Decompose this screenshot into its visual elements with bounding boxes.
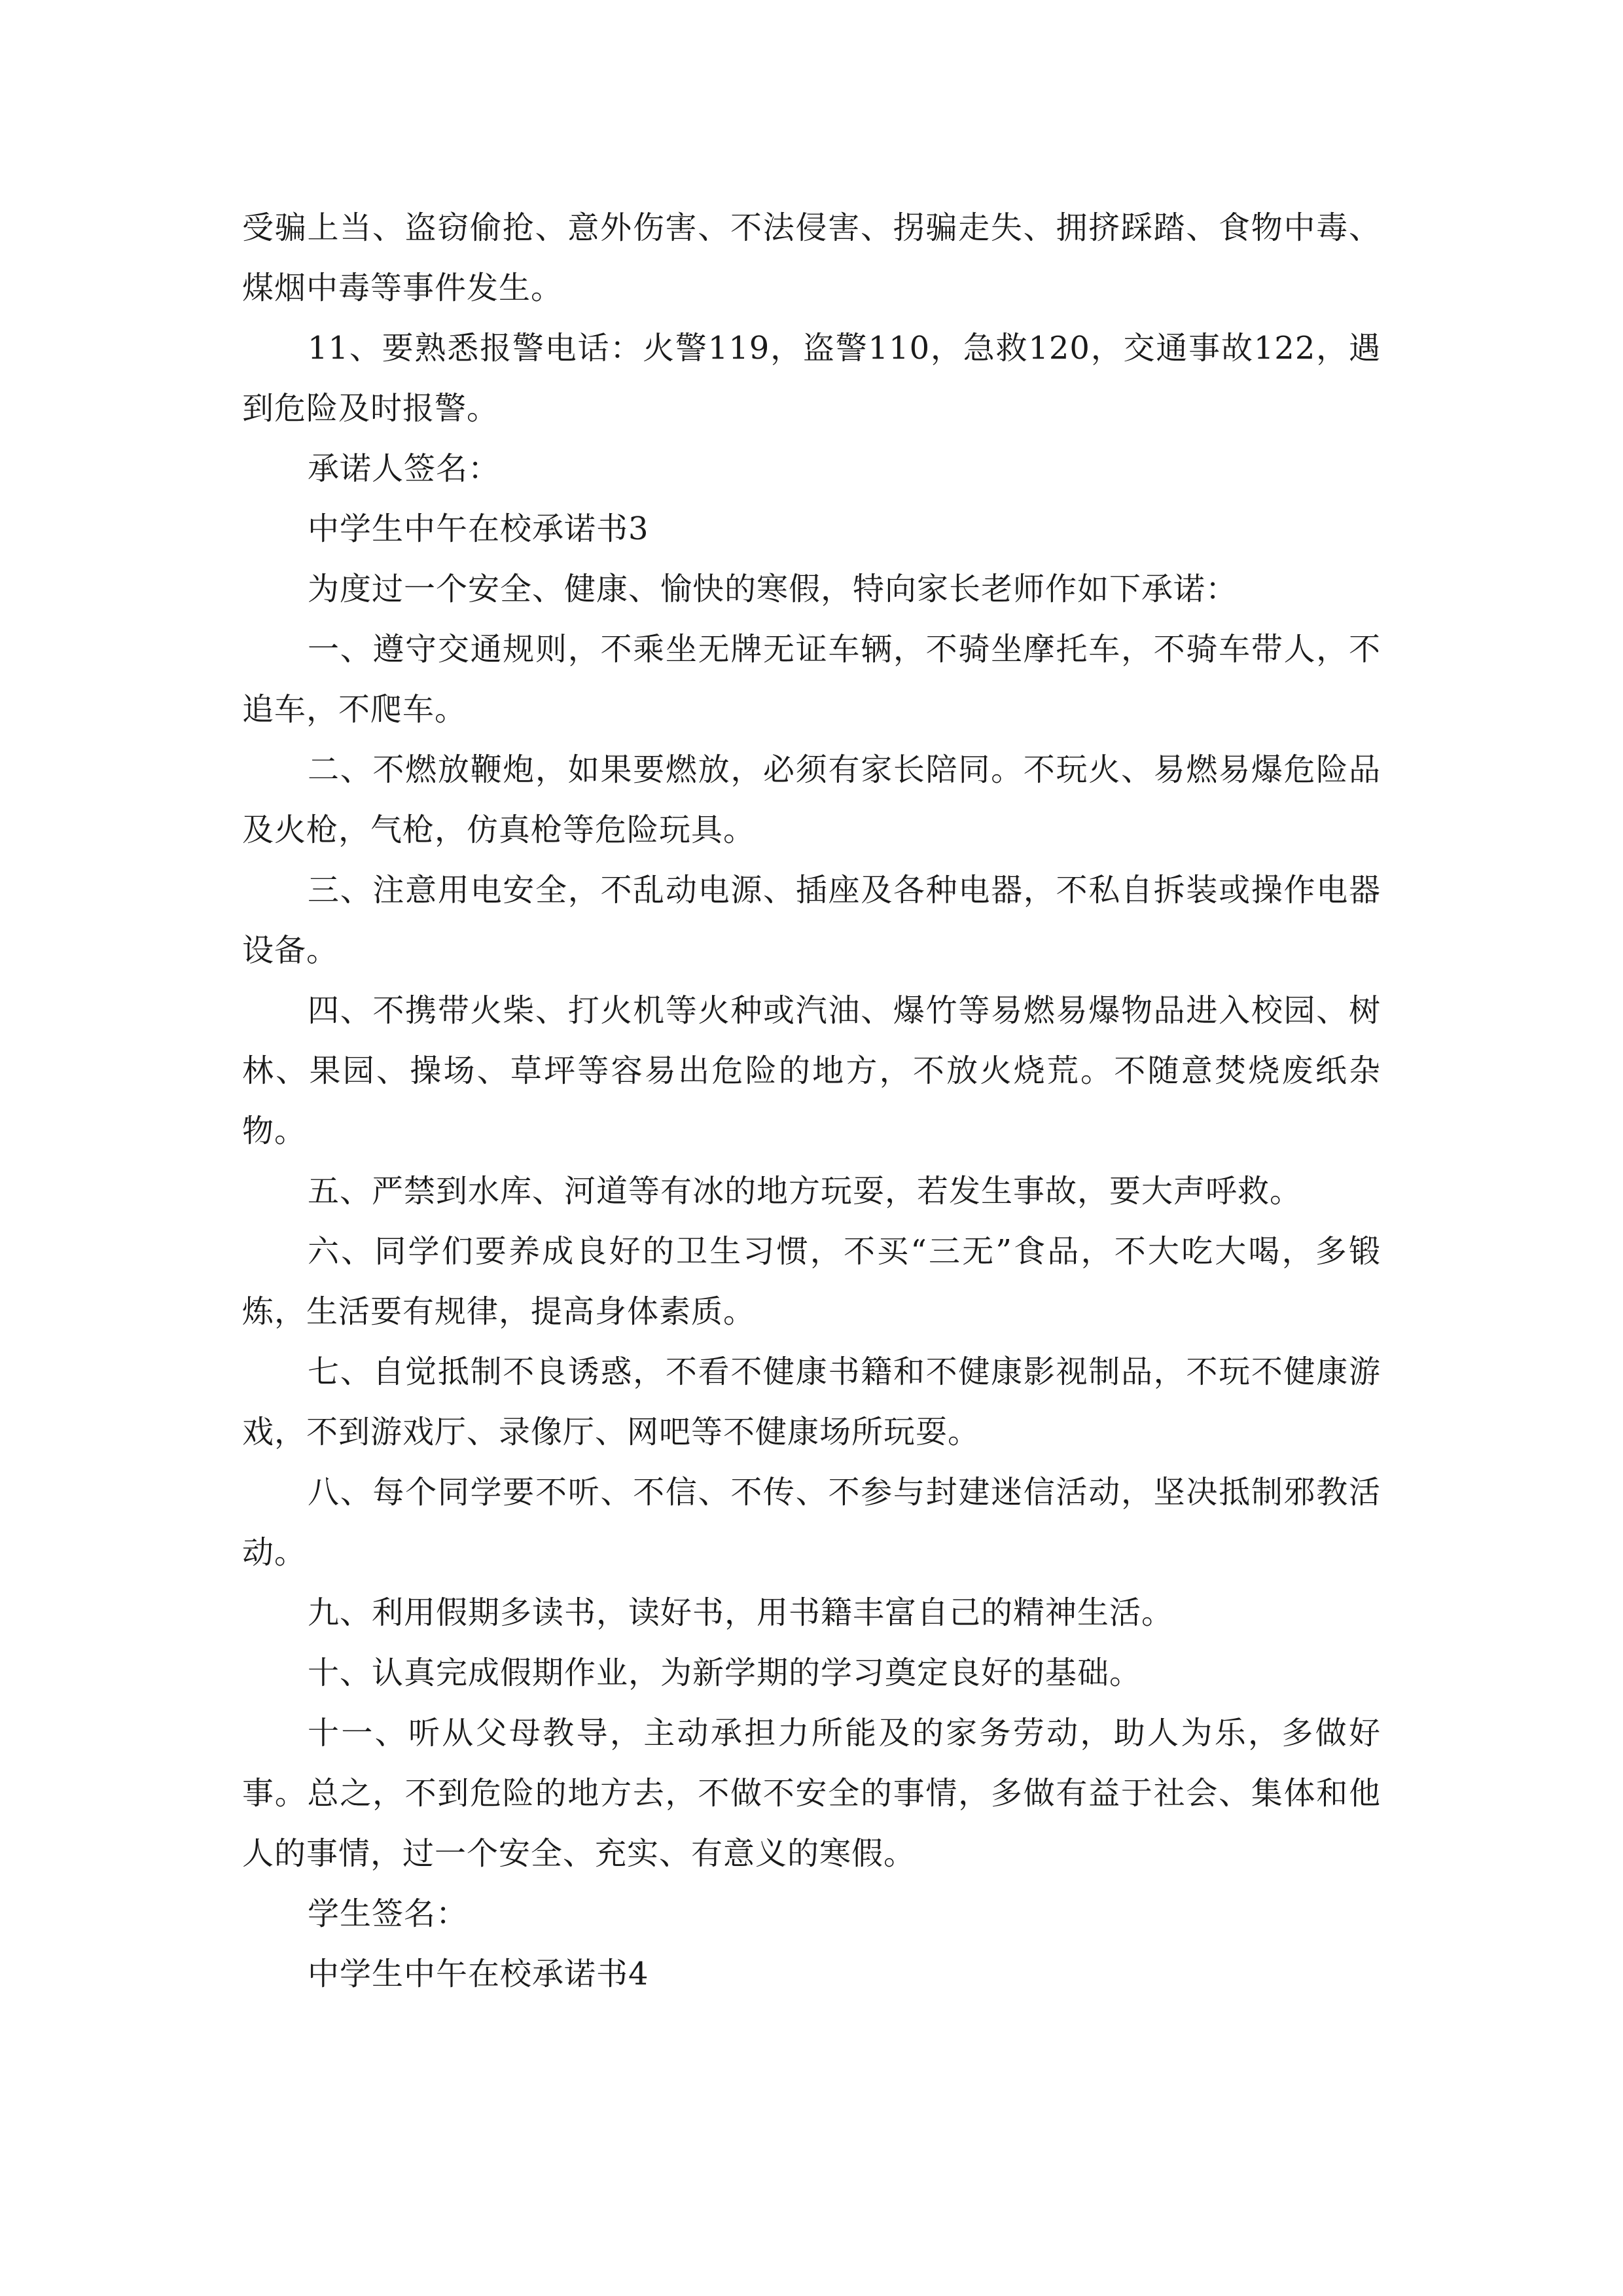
paragraph-item-5: 五、严禁到水库、河道等有冰的地方玩耍，若发生事故，要大声呼救。 [308,1173,1302,1210]
signature-line-promiser: 承诺人签名： [308,450,501,487]
paragraph-intro: 为度过一个安全、健康、愉快的寒假，特向家长老师作如下承诺： [308,571,1238,607]
paragraph-item-11: 11、要熟悉报警电话：火警119，盗警110，急救120，交通事故122，遇到危险及时报警。 [242,330,1381,427]
section-title-3: 中学生中午在校承诺书3 [308,511,649,547]
signature-line-student: 学生签名： [308,1895,469,1932]
paragraph-item-1: 一、遵守交通规则，不乘坐无牌无证车辆，不骑坐摩托车，不骑车带人，不追车，不爬车。 [242,631,1381,728]
paragraph-continuation: 受骗上当、盗窃偷抢、意外伤害、不法侵害、拐骗走失、拥挤踩踏、食物中毒、煤烟中毒等事件发生。 [242,209,1381,306]
paragraph-item-4: 四、不携带火柴、打火机等火种或汽油、爆竹等易燃易爆物品进入校园、树林、果园、操场、草坪等容易出危险的地方，不放火烧荒。不随意焚烧废纸杂物。 [242,992,1381,1149]
paragraph-item-9: 九、利用假期多读书，读好书，用书籍丰富自己的精神生活。 [308,1594,1174,1631]
paragraph-item-10: 十、认真完成假期作业，为新学期的学习奠定良好的基础。 [308,1655,1142,1691]
paragraph-item-7: 七、自觉抵制不良诱惑，不看不健康书籍和不健康影视制品，不玩不健康游戏，不到游戏厅、录像厅、网吧等不健康场所玩耍。 [242,1354,1381,1450]
paragraph-item-11-chinese: 十一、听从父母教导，主动承担力所能及的家务劳动，助人为乐，多做好事。总之，不到危险的地方去，不做不安全的事情，多做有益于社会、集体和他人的事情，过一个安全、充实、有意义的寒假。 [242,1715,1381,1872]
paragraph-item-3: 三、注意用电安全，不乱动电源、插座及各种电器，不私自拆装或操作电器设备。 [242,872,1381,969]
section-title-4: 中学生中午在校承诺书4 [308,1956,649,1992]
paragraph-item-2: 二、不燃放鞭炮，如果要燃放，必须有家长陪同。不玩火、易燃易爆危险品及火枪，气枪，仿真枪等危险玩具。 [242,751,1381,848]
paragraph-item-6: 六、同学们要养成良好的卫生习惯，不买“三无”食品，不大吃大喝，多锻炼，生活要有规律，提高身体素质。 [242,1233,1381,1330]
document-body [242,198,1381,2004]
paragraph-item-8: 八、每个同学要不听、不信、不传、不参与封建迷信活动，坚决抵制邪教活动。 [242,1474,1381,1571]
